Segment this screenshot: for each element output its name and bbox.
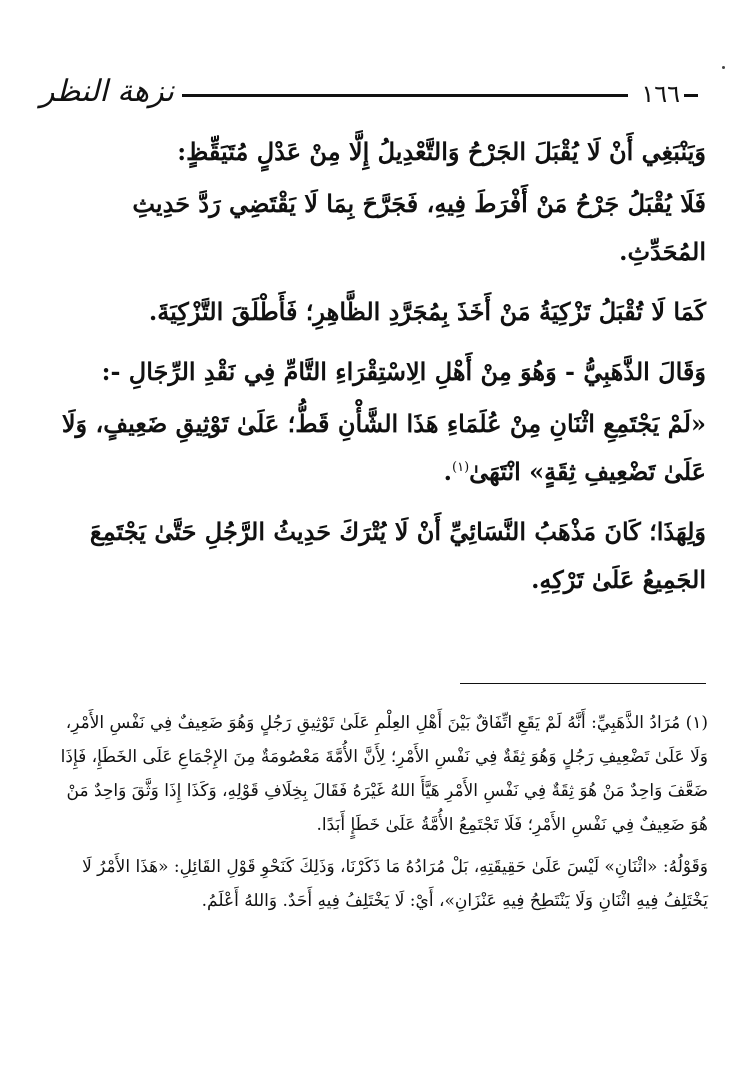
footnote-reference: (١) (452, 460, 470, 475)
paragraph-4: وَقَالَ الذَّهَبِيُّ - وَهُوَ مِنْ أَهْلِ الِاسْتِقْرَاءِ التَّامِّ فِي نَقْدِ الرِّجَالِ -: (101, 357, 706, 386)
paragraph-2: فَلَا يُقْبَلُ جَرْحُ مَنْ أَفْرَطَ فِيهِ، فَجَرَّحَ بِمَا لَا يَقْتَضِي رَدَّ حَدِيثِ المُحَدِّثِ. (132, 189, 706, 266)
paragraph-6: وَلِهَذَا؛ كَانَ مَذْهَبُ النَّسَائِيِّ أَنْ لَا يُتْرَكَ حَدِيثُ الرَّجُلِ حَتَّىٰ يَجْتَمِعَ الجَمِيعُ عَلَىٰ تَرْكِهِ. (89, 517, 706, 594)
margin-dot (722, 66, 725, 69)
footnotes (48, 706, 708, 918)
quote-end-period: . (443, 457, 453, 486)
dhahabi-quote: «لَمْ يَجْتَمِعِ اثْنَانِ مِنْ عُلَمَاءِ هَذَا الشَّأْنِ قَطُّ؛ عَلَىٰ تَوْثِيقِ ضَعِيفٍ، وَلَا عَلَىٰ تَضْعِيفِ ثِقَةٍ» انْتَهَىٰ (61, 409, 706, 486)
book-title-logo: نزهة النظر (39, 74, 175, 109)
paragraph-1: وَيَنْبَغِي أَنْ لَا يُقْبَلَ الجَرْحُ وَالتَّعْدِيلُ إِلَّا مِنْ عَدْلٍ مُتَيَقِّظٍ: (177, 137, 706, 166)
paragraph-5 (52, 400, 706, 496)
main-text (52, 128, 706, 604)
footnote-separator (460, 683, 706, 684)
page-number: ١٦٦ (641, 80, 680, 108)
page-number-dash (684, 94, 698, 97)
page-header (32, 70, 720, 120)
paragraph-3: كَمَا لَا تُقْبَلُ تَزْكِيَةُ مَنْ أَخَذَ بِمُجَرَّدِ الظَّاهِرِ؛ فَأَطْلَقَ التَّزْكِيَةَ. (148, 297, 706, 326)
footnote-1: (١) مُرَادُ الذَّهَبِيِّ: أَنَّهُ لَمْ يَقَعِ اتِّفَاقٌ بَيْنَ أَهْلِ العِلْمِ عَلَىٰ تَوْثِيقِ رَجُلٍ وَهُوَ ضَعِيفٌ فِي نَفْسِ الأَمْرِ، وَلَا عَلَىٰ تَضْعِيفِ رَجُلٍ وَهُوَ ثِقَةٌ فِي نَفْسِ الأَمْرِ؛ لِأَنَّ الأُمَّةَ مَعْصُومَةٌ مِنَ الإِجْمَاعِ عَلَى الخَطَإِ، فَإِذَا ضَعَّفَ وَاحِدٌ مَنْ هُوَ ثِقَةٌ فِي نَفْسِ الأَمْرِ هَيَّأَ اللهُ غَيْرَهُ فَقَالَ بِخِلَافِ قَوْلِهِ، وَكَذَا إِذَا وَثَّقَ وَاحِدٌ مَنْ هُوَ ضَعِيفٌ فِي نَفْسِ الأَمْرِ؛ فَلَا تَجْتَمِعُ الأُمَّةُ عَلَىٰ خَطَإٍ أَبَدًا. (60, 713, 708, 835)
header-rule (182, 94, 628, 97)
footnote-2: وَقَوْلُهُ: «اثْنَانِ» لَيْسَ عَلَىٰ حَقِيقَتِهِ، بَلْ مُرَادُهُ مَا ذَكَرْنَا، وَذَلِكَ كَنَحْوِ قَوْلِ القَائِلِ: «هَذَا الأَمْرُ لَا يَخْتَلِفُ فِيهِ اثْنَانِ وَلَا يَنْتَطِحُ فِيهِ عَنْزَانِ»، أَيْ: لَا يَخْتَلِفُ فِيهِ أَحَدٌ. وَاللهُ أَعْلَمُ. (82, 857, 708, 911)
